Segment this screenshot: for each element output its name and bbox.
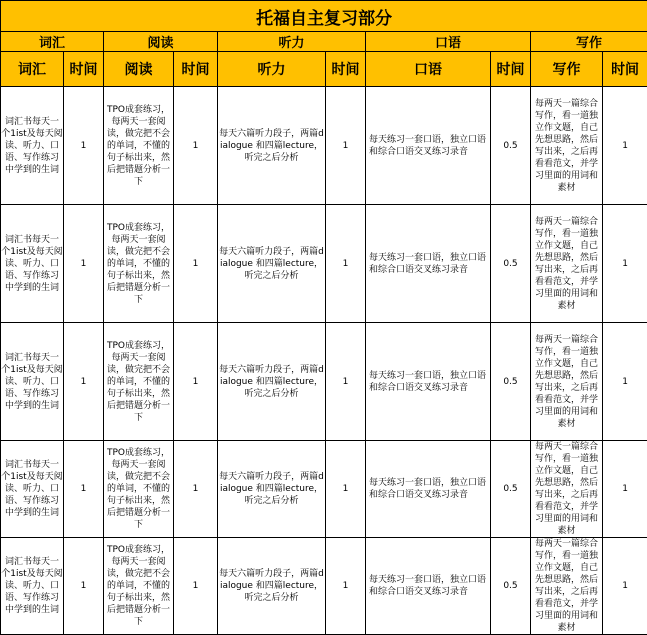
- speaking-time-cell[interactable]: 0.5: [491, 441, 531, 538]
- writing-time-cell[interactable]: 1: [603, 441, 647, 538]
- listening-time-cell[interactable]: 1: [326, 205, 366, 323]
- group-writing[interactable]: 写作: [531, 32, 647, 52]
- group-reading[interactable]: 阅读: [104, 32, 218, 52]
- header-listening[interactable]: 听力: [218, 52, 326, 87]
- writing-time-cell[interactable]: 1: [603, 323, 647, 441]
- table-row: [1, 323, 647, 441]
- writing-cell[interactable]: 每两天一篇综合写作，看一道独立作文题，自己先想思路，然后写出来，之后再看看范文，并学习里面的用词和素材: [531, 323, 603, 441]
- reading-time-cell[interactable]: 1: [174, 87, 218, 205]
- listening-cell[interactable]: 每天六篇听力段子，两篇dialogue 和四篇lecture，听完之后分析: [218, 538, 326, 635]
- vocab-time-cell[interactable]: 1: [64, 87, 104, 205]
- vocab-cell[interactable]: 词汇书每天一个1ist及每天阅读、听力、口语、写作练习中学到的生词: [1, 87, 64, 205]
- vocab-time-cell[interactable]: 1: [64, 538, 104, 635]
- header-vocab-time[interactable]: 时间: [64, 52, 104, 87]
- listening-time-cell[interactable]: 1: [326, 323, 366, 441]
- reading-time-cell[interactable]: 1: [174, 323, 218, 441]
- header-vocab[interactable]: 词汇: [1, 52, 64, 87]
- reading-time-cell[interactable]: 1: [174, 441, 218, 538]
- reading-cell[interactable]: TPO成套练习，每两天一套阅读，做完把不会的单词，不懂的句子标出来，然后把错题分析一下: [104, 538, 174, 635]
- speaking-time-cell[interactable]: 0.5: [491, 87, 531, 205]
- table-row: [1, 441, 647, 538]
- listening-cell[interactable]: 每天六篇听力段子，两篇dialogue 和四篇lecture，听完之后分析: [218, 87, 326, 205]
- speaking-cell[interactable]: 每天练习一套口语，独立口语和综合口语交叉练习录音: [366, 538, 491, 635]
- writing-cell[interactable]: 每两天一篇综合写作，看一道独立作文题，自己先想思路，然后写出来，之后再看看范文，并学习里面的用词和素材: [531, 205, 603, 323]
- header-reading[interactable]: 阅读: [104, 52, 174, 87]
- speaking-time-cell[interactable]: 0.5: [491, 323, 531, 441]
- listening-time-cell[interactable]: 1: [326, 441, 366, 538]
- vocab-cell[interactable]: 词汇书每天一个1ist及每天阅读、听力、口语、写作练习中学到的生词: [1, 538, 64, 635]
- header-writing-time[interactable]: 时间: [603, 52, 647, 87]
- vocab-time-cell[interactable]: 1: [64, 441, 104, 538]
- header-speaking-time[interactable]: 时间: [491, 52, 531, 87]
- table-row: [1, 87, 647, 205]
- reading-time-cell[interactable]: 1: [174, 538, 218, 635]
- reading-time-cell[interactable]: 1: [174, 205, 218, 323]
- reading-cell[interactable]: TPO成套练习，每两天一套阅读，做完把不会的单词，不懂的句子标出来，然后把错题分析一下: [104, 87, 174, 205]
- speaking-cell[interactable]: 每天练习一套口语，独立口语和综合口语交叉练习录音: [366, 205, 491, 323]
- header-writing[interactable]: 写作: [531, 52, 603, 87]
- reading-cell[interactable]: TPO成套练习，每两天一套阅读，做完把不会的单词，不懂的句子标出来，然后把错题分析一下: [104, 205, 174, 323]
- listening-time-cell[interactable]: 1: [326, 87, 366, 205]
- group-listening[interactable]: 听力: [218, 32, 366, 52]
- vocab-cell[interactable]: 词汇书每天一个1ist及每天阅读、听力、口语、写作练习中学到的生词: [1, 441, 64, 538]
- writing-cell[interactable]: 每两天一篇综合写作，看一道独立作文题，自己先想思路，然后写出来，之后再看看范文，并学习里面的用词和素材: [531, 538, 603, 635]
- group-speaking[interactable]: 口语: [366, 32, 531, 52]
- reading-cell[interactable]: TPO成套练习，每两天一套阅读，做完把不会的单词，不懂的句子标出来，然后把错题分析一下: [104, 323, 174, 441]
- speaking-cell[interactable]: 每天练习一套口语，独立口语和综合口语交叉练习录音: [366, 323, 491, 441]
- sheet-title[interactable]: 托福自主复习部分: [1, 1, 647, 32]
- listening-time-cell[interactable]: 1: [326, 538, 366, 635]
- listening-cell[interactable]: 每天六篇听力段子，两篇dialogue 和四篇lecture，听完之后分析: [218, 323, 326, 441]
- writing-cell[interactable]: 每两天一篇综合写作，看一道独立作文题，自己先想思路，然后写出来，之后再看看范文，并学习里面的用词和素材: [531, 441, 603, 538]
- reading-cell[interactable]: TPO成套练习，每两天一套阅读，做完把不会的单词，不懂的句子标出来，然后把错题分析一下: [104, 441, 174, 538]
- listening-cell[interactable]: 每天六篇听力段子，两篇dialogue 和四篇lecture，听完之后分析: [218, 205, 326, 323]
- group-vocab[interactable]: 词汇: [1, 32, 104, 52]
- speaking-time-cell[interactable]: 0.5: [491, 538, 531, 635]
- writing-time-cell[interactable]: 1: [603, 205, 647, 323]
- vocab-cell[interactable]: 词汇书每天一个1ist及每天阅读、听力、口语、写作练习中学到的生词: [1, 205, 64, 323]
- table-row: [1, 205, 647, 323]
- table-row: [1, 538, 647, 635]
- vocab-time-cell[interactable]: 1: [64, 323, 104, 441]
- speaking-cell[interactable]: 每天练习一套口语，独立口语和综合口语交叉练习录音: [366, 87, 491, 205]
- speaking-cell[interactable]: 每天练习一套口语，独立口语和综合口语交叉练习录音: [366, 441, 491, 538]
- vocab-time-cell[interactable]: 1: [64, 205, 104, 323]
- writing-cell[interactable]: 每两天一篇综合写作，看一道独立作文题，自己先想思路，然后写出来，之后再看看范文，并学习里面的用词和素材: [531, 87, 603, 205]
- header-listening-time[interactable]: 时间: [326, 52, 366, 87]
- header-reading-time[interactable]: 时间: [174, 52, 218, 87]
- listening-cell[interactable]: 每天六篇听力段子，两篇dialogue 和四篇lecture，听完之后分析: [218, 441, 326, 538]
- speaking-time-cell[interactable]: 0.5: [491, 205, 531, 323]
- vocab-cell[interactable]: 词汇书每天一个1ist及每天阅读、听力、口语、写作练习中学到的生词: [1, 323, 64, 441]
- header-speaking[interactable]: 口语: [366, 52, 491, 87]
- writing-time-cell[interactable]: 1: [603, 538, 647, 635]
- writing-time-cell[interactable]: 1: [603, 87, 647, 205]
